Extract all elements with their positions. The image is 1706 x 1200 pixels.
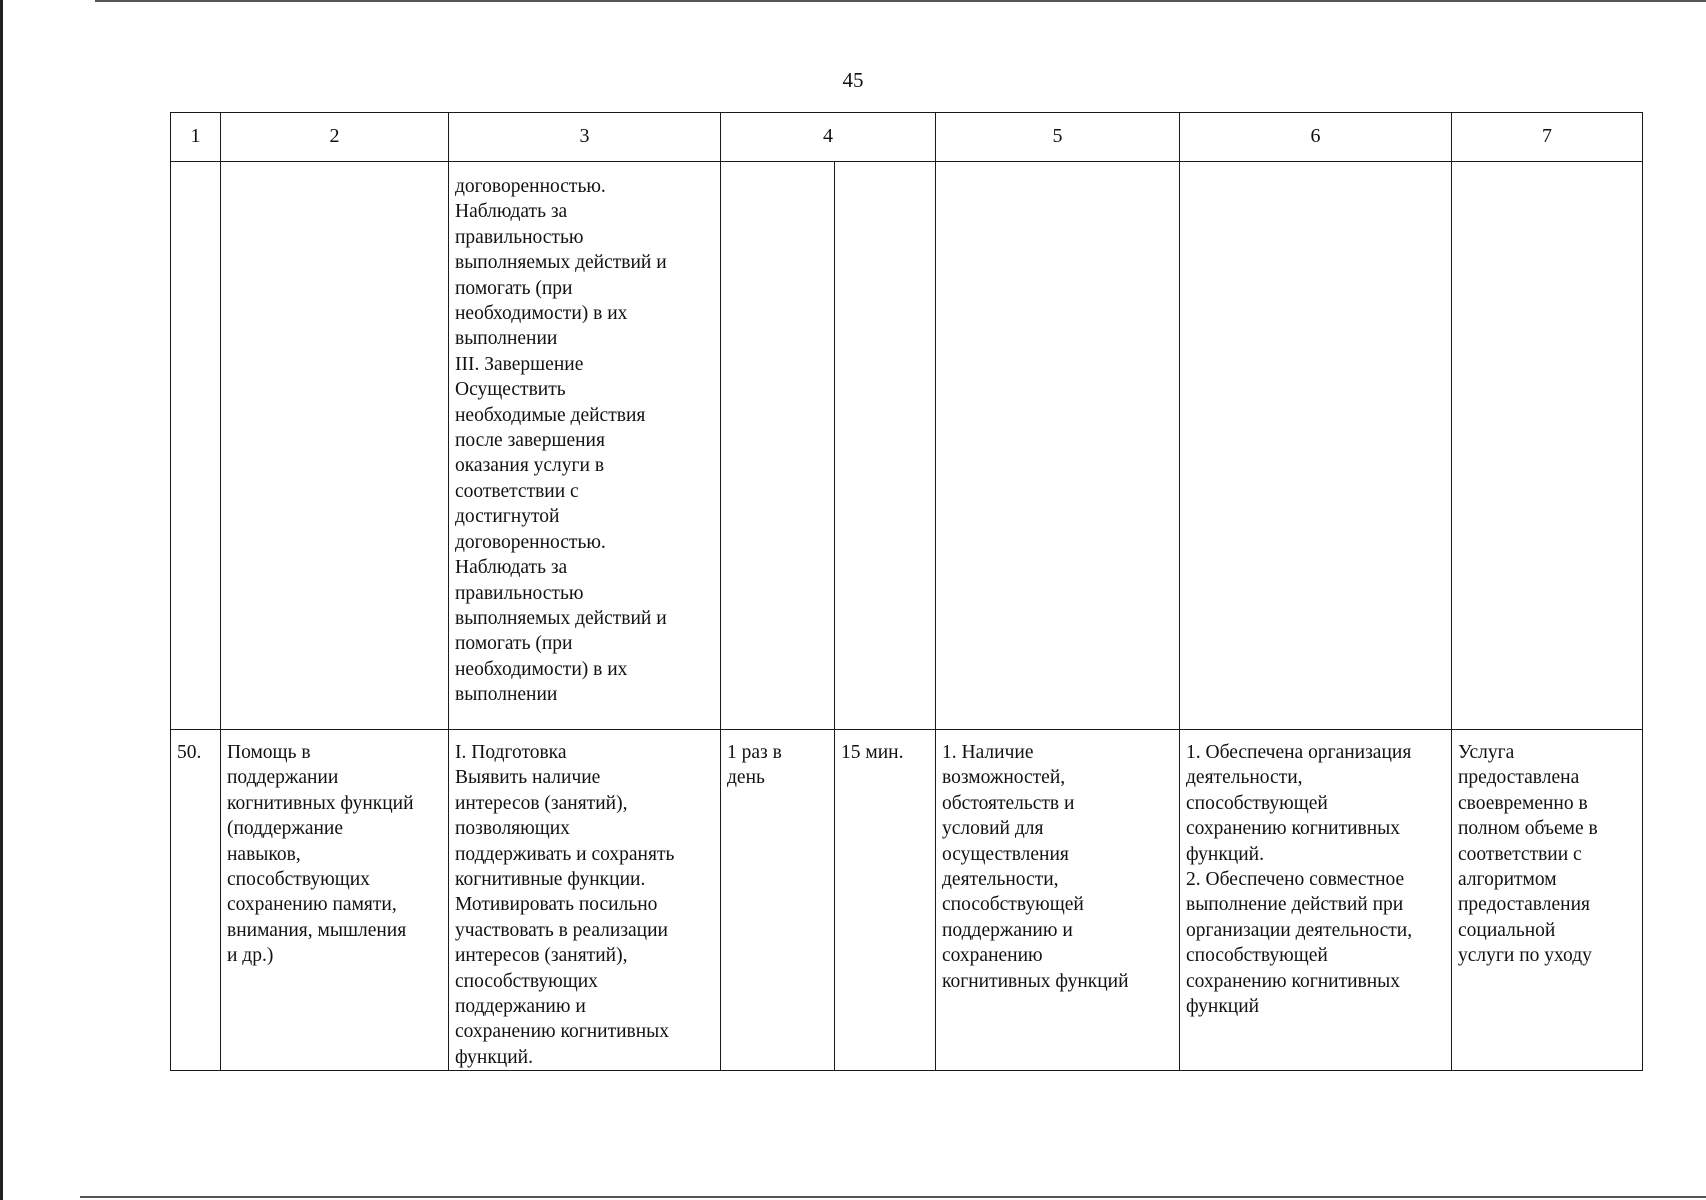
continued-cell-name <box>221 162 449 730</box>
table-row-50 <box>171 730 1643 1071</box>
scan-edge-top <box>95 0 1706 2</box>
header-col-6: 6 <box>1180 113 1452 162</box>
row-50-name <box>221 730 449 1071</box>
row-50-evaluation <box>1452 730 1643 1071</box>
row-50-evaluation-text: Услуга предоставлена своевременно в полном объеме в соответствии с алгоритмом предоставления социальной услуги по уходу <box>1458 742 1598 967</box>
continued-cell-evaluation <box>1452 162 1643 730</box>
row-50-results-text: 1. Обеспечена организация деятельности, способствующей сохранению когнитивных функций. 2. Обеспечено совместное выполнение действий при организации деятельности, способствующей сохранению когнитивных функций <box>1186 742 1413 1018</box>
row-50-number <box>171 730 221 1071</box>
header-col-4: 4 <box>721 113 936 162</box>
row-50-name-text: Помощь в поддержании когнитивных функций (поддержание навыков, способствующих сохранению памяти, внимания, мышления и др.) <box>227 742 414 967</box>
continued-cell-conditions <box>936 162 1180 730</box>
row-50-frequency-text: 1 раз в день <box>727 742 782 789</box>
continued-cell-frequency <box>721 162 835 730</box>
page-number: 45 <box>842 68 864 92</box>
row-50-procedure-text: I. Подготовка Выявить наличие интересов (занятий), позволяющих поддерживать и сохранять когнитивные функции. Мотивировать посильно участвовать в реализации интересов (занятий), способствующих поддержанию и сохранению когнитивных функций. <box>455 742 675 1068</box>
row-50-number-text: 50. <box>177 742 202 763</box>
header-col-1: 1 <box>171 113 221 162</box>
scan-edge-left <box>0 0 3 1200</box>
continued-cell-results <box>1180 162 1452 730</box>
scan-edge-bottom <box>80 1196 1706 1198</box>
services-table <box>170 112 1643 1071</box>
continued-row <box>171 162 1643 730</box>
continued-cell-duration <box>835 162 936 730</box>
row-50-duration-text: 15 мин. <box>841 742 904 763</box>
row-50-procedure <box>449 730 721 1071</box>
row-50-results <box>1180 730 1452 1071</box>
continued-cell-procedure <box>449 162 721 730</box>
row-50-frequency <box>721 730 835 1071</box>
header-col-5: 5 <box>936 113 1180 162</box>
continued-procedure-text: договоренностью. Наблюдать за правильностью выполняемых действий и помогать (при необходимости) в их выполнении III. Завершение Осуществить необходимые действия после завершения оказания услуги в соответствии с достигнутой договоренностью. Наблюдать за правильностью выполняемых действий и помогать (при необходимости) в их выполнении <box>455 176 667 706</box>
header-col-7: 7 <box>1452 113 1643 162</box>
row-50-conditions-text: 1. Наличие возможностей, обстоятельств и условий для осуществления деятельности, способствующей поддержанию и сохранению когнитивных функций <box>942 742 1129 992</box>
header-col-2: 2 <box>221 113 449 162</box>
continued-cell-number <box>171 162 221 730</box>
row-50-duration <box>835 730 936 1071</box>
header-col-3: 3 <box>449 113 721 162</box>
header-row <box>171 113 1643 162</box>
row-50-conditions <box>936 730 1180 1071</box>
